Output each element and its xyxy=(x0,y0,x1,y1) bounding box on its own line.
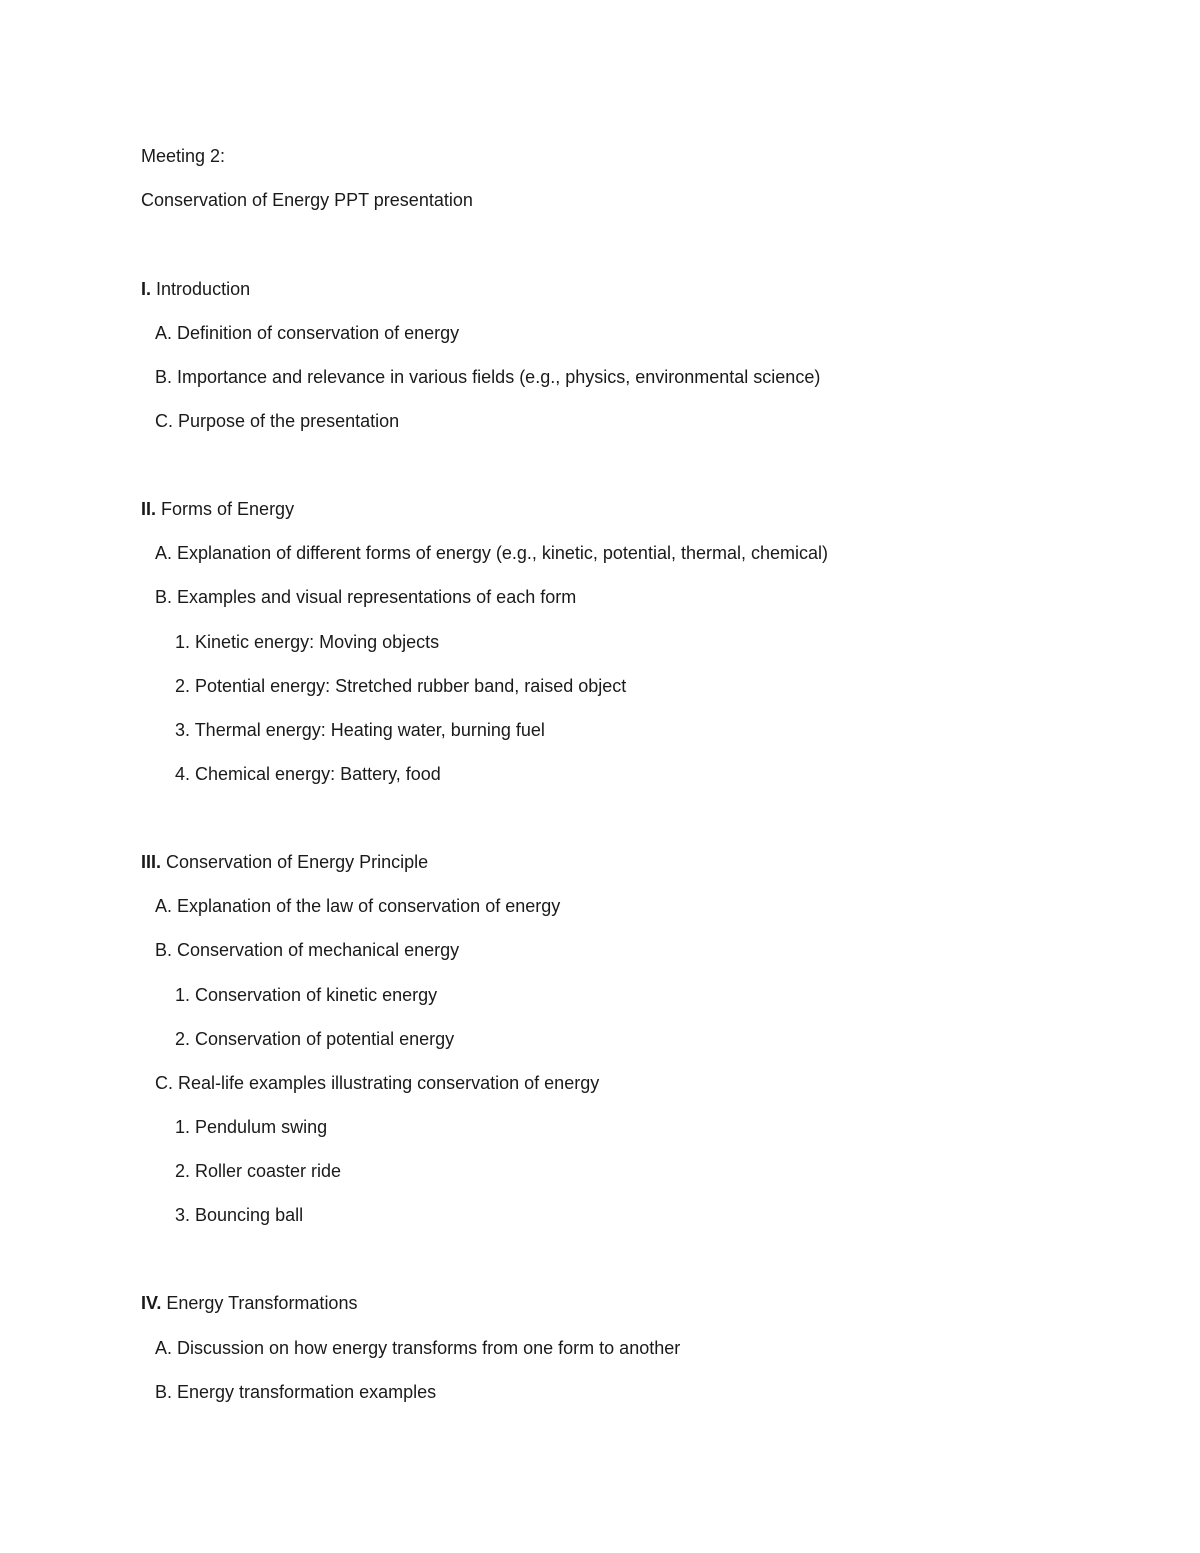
outline-item: A. Explanation of the law of conservation of energy xyxy=(155,896,561,916)
section-heading-text: Energy Transformations xyxy=(166,1293,358,1313)
outline-item: A. Explanation of different forms of energy (e.g., kinetic, potential, thermal, chemical) xyxy=(155,543,828,563)
section-numeral: IV. xyxy=(141,1293,162,1313)
section-heading-energy-transformations xyxy=(141,1291,357,1315)
outline-subitem: 1. Kinetic energy: Moving objects xyxy=(175,632,440,652)
outline-subitem: 2. Potential energy: Stretched rubber band, raised object xyxy=(175,676,627,696)
outline-subitem: 3. Bouncing ball xyxy=(175,1205,304,1225)
outline-item: A. Definition of conservation of energy xyxy=(155,323,460,343)
section-heading-conservation-principle xyxy=(141,850,428,874)
meeting-label: Meeting 2: xyxy=(141,146,226,166)
section-heading-forms-of-energy xyxy=(141,497,294,521)
section-numeral: II. xyxy=(141,499,157,519)
outline-subitem: 3. Thermal energy: Heating water, burning fuel xyxy=(175,720,545,740)
section-numeral: III. xyxy=(141,852,162,872)
outline-subitem: 1. Pendulum swing xyxy=(175,1117,328,1137)
document-title: Conservation of Energy PPT presentation xyxy=(141,190,473,210)
outline-item: A. Discussion on how energy transforms from one form to another xyxy=(155,1338,681,1358)
outline-item: C. Real-life examples illustrating conservation of energy xyxy=(155,1073,600,1093)
outline-subitem: 4. Chemical energy: Battery, food xyxy=(175,764,441,784)
outline-item: B. Conservation of mechanical energy xyxy=(155,940,460,960)
outline-item: B. Examples and visual representations of each form xyxy=(155,587,577,607)
outline-item: B. Energy transformation examples xyxy=(155,1382,437,1402)
section-heading-text: Introduction xyxy=(156,279,251,299)
outline-subitem: 2. Roller coaster ride xyxy=(175,1161,342,1181)
outline-item: C. Purpose of the presentation xyxy=(155,411,400,431)
outline-subitem: 2. Conservation of potential energy xyxy=(175,1029,455,1049)
outline-subitem: 1. Conservation of kinetic energy xyxy=(175,985,438,1005)
section-heading-text: Forms of Energy xyxy=(161,499,295,519)
section-heading-introduction xyxy=(141,277,250,301)
section-heading-text: Conservation of Energy Principle xyxy=(166,852,429,872)
outline-item: B. Importance and relevance in various fields (e.g., physics, environmental science) xyxy=(155,367,821,387)
section-numeral: I. xyxy=(141,279,152,299)
